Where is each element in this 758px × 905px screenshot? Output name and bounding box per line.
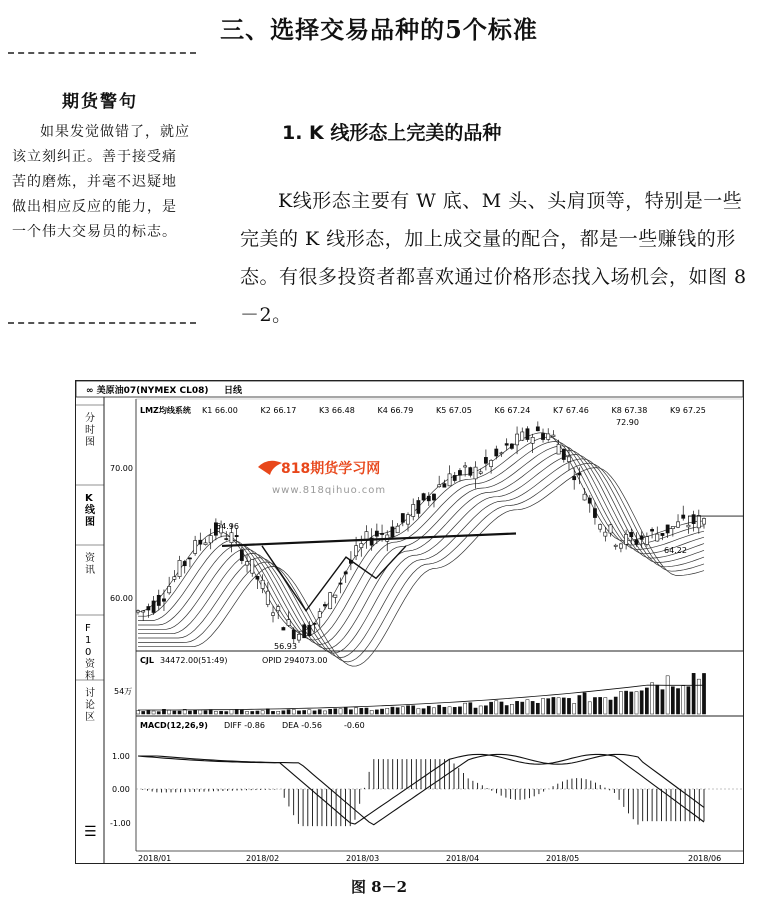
candle: [536, 421, 539, 431]
volume-bar: [661, 690, 664, 714]
volume-bar: [308, 710, 311, 714]
candle: [614, 544, 617, 550]
candle: [204, 538, 207, 545]
ma-label: K4 66.79: [377, 406, 414, 415]
price-axis-70: 70.00: [110, 464, 133, 473]
side-tab[interactable]: [76, 405, 104, 448]
volume-bar: [625, 691, 628, 714]
volume-bar: [609, 700, 612, 714]
volume-bar: [412, 706, 415, 714]
svg-text:图: 图: [85, 437, 95, 448]
volume-bar: [225, 712, 228, 714]
volume-axis: 54万: [114, 687, 133, 696]
volume-bar: [209, 710, 212, 714]
volume-bar: [422, 709, 425, 714]
ma-label: K5 67.05: [436, 406, 472, 415]
ma-label: K9 67.25: [670, 406, 706, 415]
volume-bar: [292, 710, 295, 714]
volume-bar: [573, 703, 576, 714]
volume-bar: [490, 702, 493, 714]
candle: [417, 497, 420, 518]
candle: [396, 523, 399, 533]
watermark-url: www.818qihuo.com: [272, 485, 387, 496]
volume-bar: [297, 711, 300, 714]
volume-bar: [188, 711, 191, 714]
volume-bar: [464, 703, 467, 714]
candle: [209, 529, 212, 549]
ma-label: K7 67.46: [553, 406, 589, 415]
macd-axis-1: 1.00: [112, 752, 130, 761]
x-tick-label: 2018/03: [346, 854, 380, 863]
candle: [194, 536, 197, 556]
candle: [583, 488, 586, 501]
chart-symbol: ∞ 美原油07(NYMEX CL08): [86, 386, 209, 396]
volume-bar: [635, 692, 638, 714]
volume-bar: [251, 711, 254, 714]
svg-text:时: 时: [85, 425, 95, 436]
ma-label: K2 66.17: [260, 406, 297, 415]
candle: [199, 533, 202, 551]
candle: [329, 592, 332, 610]
candle: [521, 428, 524, 441]
candle: [360, 536, 363, 557]
candle: [251, 559, 254, 576]
volume-bar: [640, 691, 643, 714]
volume-bar: [687, 687, 690, 714]
volume-bar: [692, 673, 695, 714]
svg-text:分: 分: [85, 413, 95, 424]
volume-bar: [505, 705, 508, 714]
volume-bar: [448, 707, 451, 714]
sidebar-quote: 如果发觉做错了，就应该立刻纠正。善于接受痛苦的磨炼，并毫不迟疑地做出相应反应的能力，是一个伟大交易员的标志。: [12, 124, 190, 240]
macd-name[interactable]: MACD(12,26,9): [140, 721, 208, 730]
candle: [453, 472, 456, 483]
volume-bar: [365, 708, 368, 714]
candle: [599, 523, 602, 532]
indicator-name[interactable]: LMZ均线系统: [140, 406, 191, 415]
candle: [142, 610, 145, 621]
side-tab[interactable]: [76, 485, 104, 528]
volume-bar: [256, 711, 259, 714]
volume-bar: [277, 711, 280, 714]
x-tick-label: 2018/05: [546, 854, 580, 863]
volume-bar: [484, 706, 487, 714]
w-pattern: [262, 546, 406, 611]
side-tab[interactable]: [76, 545, 104, 576]
candle: [303, 623, 306, 638]
candle: [412, 499, 415, 521]
candle: [515, 427, 518, 455]
candle: [547, 428, 550, 441]
x-tick-label: 2018/02: [246, 854, 280, 863]
macd-axis-0: 0.00: [112, 785, 130, 794]
volume-bar: [349, 710, 352, 714]
volume-bar: [619, 692, 622, 714]
candle: [562, 448, 565, 462]
volume-bar: [599, 697, 602, 714]
macd-plot: [136, 754, 743, 826]
volume-bar: [287, 710, 290, 714]
volume-bar: [230, 710, 233, 714]
volume-bar: [510, 704, 513, 714]
candle: [323, 602, 326, 610]
volume-bar: [245, 711, 248, 714]
svg-text:0: 0: [85, 647, 92, 658]
volume-bar: [323, 711, 326, 714]
candle: [162, 589, 165, 611]
macd-dea: DEA -0.56: [282, 721, 322, 730]
volume-bar: [614, 697, 617, 714]
volume-bar: [199, 710, 202, 714]
volume-bar: [360, 708, 363, 714]
volume-bar: [214, 711, 217, 714]
candle: [682, 506, 685, 521]
ma-labels: [202, 406, 706, 415]
candle: [152, 596, 155, 615]
volume-bar: [650, 683, 653, 714]
macd-axis-neg1: -1.00: [110, 819, 131, 828]
volume-bar: [541, 699, 544, 714]
divider-top: [8, 52, 196, 54]
volume-bar: [313, 711, 316, 714]
volume-bar: [604, 698, 607, 714]
volume-bar: [147, 710, 150, 714]
candle: [438, 476, 441, 488]
volume-value: 34472.00(51:49): [160, 656, 228, 665]
volume-bar: [697, 679, 700, 714]
volume-bar: [645, 688, 648, 714]
volume-bar: [515, 701, 518, 714]
volume-bar: [194, 710, 197, 714]
svg-text:讯: 讯: [85, 565, 95, 576]
candle: [469, 467, 472, 478]
candle: [266, 582, 269, 607]
candle: [541, 429, 544, 443]
volume-bar: [578, 695, 581, 714]
volume-bar: [240, 710, 243, 714]
volume-bar: [593, 697, 596, 714]
candle: [183, 560, 186, 574]
ma-line: [138, 455, 704, 654]
candle: [526, 426, 529, 442]
volume-bar: [702, 673, 705, 714]
volume-bar: [136, 711, 139, 714]
x-tick-label: 2018/06: [688, 854, 722, 863]
label-left-high: 64.96: [216, 522, 239, 531]
volume-bar: [427, 706, 430, 714]
chart-svg: [76, 381, 743, 863]
volume-bar: [666, 676, 669, 714]
volume-bar: [178, 711, 181, 714]
volume-bar: [417, 709, 420, 714]
volume-bar: [266, 709, 269, 714]
volume-bar: [526, 700, 529, 714]
label-high: 72.90: [616, 418, 639, 427]
page-heading: 三、选择交易品种的5个标准: [220, 15, 538, 44]
volume-bar: [500, 702, 503, 714]
volume-bar: [521, 702, 524, 714]
candle: [375, 524, 378, 544]
volume-bar: [152, 711, 155, 714]
candle: [157, 590, 160, 611]
volume-bar: [157, 712, 160, 714]
ma-line: [138, 459, 704, 658]
svg-text:1: 1: [85, 635, 92, 646]
candle: [168, 577, 171, 595]
candle: [308, 621, 311, 637]
volume-bar: [235, 709, 238, 714]
macd-value: -0.60: [344, 721, 365, 730]
price-plot: [136, 421, 743, 666]
label-recent-low: 64.22: [664, 546, 687, 555]
section-body: K线形态主要有 W 底、M 头、头肩顶等，特别是一些完美的 K 线形态，加上成交量的配合，都是一些赚钱的形态。有很多投资者都喜欢通过价格形态找入场机会，如图 8－2。: [240, 190, 747, 326]
volume-bar: [168, 710, 171, 714]
candle: [531, 434, 534, 453]
volume-bar: [474, 708, 477, 714]
volume-bar: [630, 692, 633, 714]
volume-bar: [531, 701, 534, 714]
volume-bar: [676, 689, 679, 714]
candle: [702, 518, 705, 529]
x-tick-label: 2018/01: [138, 854, 172, 863]
volume-bar: [547, 699, 550, 714]
ma-line: [138, 441, 704, 640]
side-tab[interactable]: [76, 615, 104, 682]
volume-bar: [391, 707, 394, 714]
svg-text:讨: 讨: [85, 688, 95, 699]
candle: [474, 461, 477, 488]
ma-label: K1 66.00: [202, 406, 238, 415]
candle: [697, 510, 700, 534]
volume-bar: [567, 698, 570, 714]
ma-line: [138, 468, 704, 666]
candle: [687, 516, 690, 534]
volume-bar: [396, 708, 399, 714]
candle: [510, 443, 513, 450]
volume-name[interactable]: CJL: [140, 656, 154, 665]
menu-icon[interactable]: ☰: [84, 824, 97, 840]
candle: [422, 493, 425, 502]
volume-bar: [173, 711, 176, 714]
volume-bar: [219, 711, 222, 714]
svg-text:F: F: [85, 623, 91, 634]
candle: [448, 465, 451, 486]
figure-caption: 图 8－2: [350, 878, 408, 896]
volume-bar: [318, 710, 321, 714]
volume-bar: [329, 709, 332, 714]
candle: [676, 514, 679, 528]
volume-bar: [334, 709, 337, 714]
volume-bar: [536, 703, 539, 714]
section-title: 1. K 线形态上完美的品种: [282, 122, 502, 144]
volume-bar: [458, 707, 461, 714]
divider-bottom: [8, 322, 196, 324]
x-tick-label: 2018/04: [446, 854, 480, 863]
svg-text:K: K: [85, 493, 93, 504]
volume-plot: [136, 673, 705, 714]
candle: [136, 610, 139, 615]
watermark-brand: 818期货学习网: [281, 461, 381, 477]
candle: [282, 627, 285, 631]
ma-label: K8 67.38: [611, 406, 648, 415]
candle: [505, 438, 508, 450]
candle: [344, 571, 347, 583]
neckline: [222, 533, 516, 545]
candle: [365, 525, 368, 548]
svg-text:区: 区: [85, 712, 95, 723]
volume-bar: [682, 686, 685, 714]
candle: [391, 520, 394, 538]
x-axis-labels: [138, 854, 721, 863]
candle: [619, 543, 622, 552]
macd-diff: DIFF -0.86: [224, 721, 265, 730]
candle: [386, 530, 389, 551]
candle: [178, 556, 181, 579]
volume-bar: [588, 702, 591, 714]
volume-bar: [142, 711, 145, 714]
volume-bar: [469, 703, 472, 714]
candle: [656, 527, 659, 542]
chart-period[interactable]: 日线: [224, 386, 243, 396]
candle: [593, 502, 596, 525]
ma-label: K3 66.48: [319, 406, 355, 415]
volume-bar: [380, 709, 383, 714]
candle: [334, 595, 337, 604]
sidebar-title: 期货警句: [62, 92, 138, 112]
volume-opid: OPID 294073.00: [262, 656, 328, 665]
volume-bar: [282, 711, 285, 714]
candle: [401, 513, 404, 526]
candle: [406, 512, 409, 531]
svg-text:论: 论: [85, 700, 95, 711]
brand-flame-icon: [258, 461, 282, 475]
candle: [500, 452, 503, 457]
candle: [188, 557, 191, 567]
volume-bar: [370, 710, 373, 714]
volume-bar: [495, 701, 498, 714]
volume-bar: [406, 706, 409, 714]
label-low: 56.93: [274, 642, 297, 651]
candle: [484, 449, 487, 470]
volume-bar: [204, 711, 207, 714]
volume-bar: [443, 707, 446, 714]
side-tabs: [76, 405, 104, 723]
chart-figure: [75, 380, 744, 864]
candle: [650, 527, 653, 538]
candle: [256, 575, 259, 589]
volume-bar: [552, 697, 555, 714]
volume-bar: [386, 708, 389, 714]
volume-bar: [271, 711, 274, 714]
candle: [645, 533, 648, 547]
svg-text:图: 图: [85, 517, 95, 528]
candle: [427, 492, 430, 506]
volume-bar: [562, 698, 565, 714]
volume-bar: [339, 709, 342, 714]
volume-bar: [557, 698, 560, 714]
volume-bar: [432, 708, 435, 714]
candle: [318, 608, 321, 626]
price-axis-60: 60.00: [110, 594, 133, 603]
ma-line: [138, 463, 704, 662]
volume-bar: [375, 710, 378, 714]
volume-bar: [261, 711, 264, 714]
volume-bar: [671, 687, 674, 714]
candle: [552, 430, 555, 437]
candle: [458, 468, 461, 481]
svg-text:线: 线: [85, 505, 95, 516]
candle: [661, 533, 664, 540]
candle: [692, 511, 695, 532]
volume-bar: [438, 705, 441, 714]
volume-bar: [583, 693, 586, 714]
volume-bar: [401, 707, 404, 714]
volume-bar: [354, 708, 357, 714]
volume-bar: [453, 707, 456, 714]
svg-text:资: 资: [85, 659, 95, 670]
ma-label: K6 67.24: [494, 406, 531, 415]
volume-bar: [656, 685, 659, 714]
volume-bar: [344, 708, 347, 714]
side-tab[interactable]: [76, 680, 104, 723]
volume-bar: [479, 706, 482, 714]
svg-text:资: 资: [85, 553, 95, 564]
ma-line: [138, 450, 704, 649]
volume-bar: [303, 710, 306, 714]
svg-text:料: 料: [85, 671, 95, 682]
